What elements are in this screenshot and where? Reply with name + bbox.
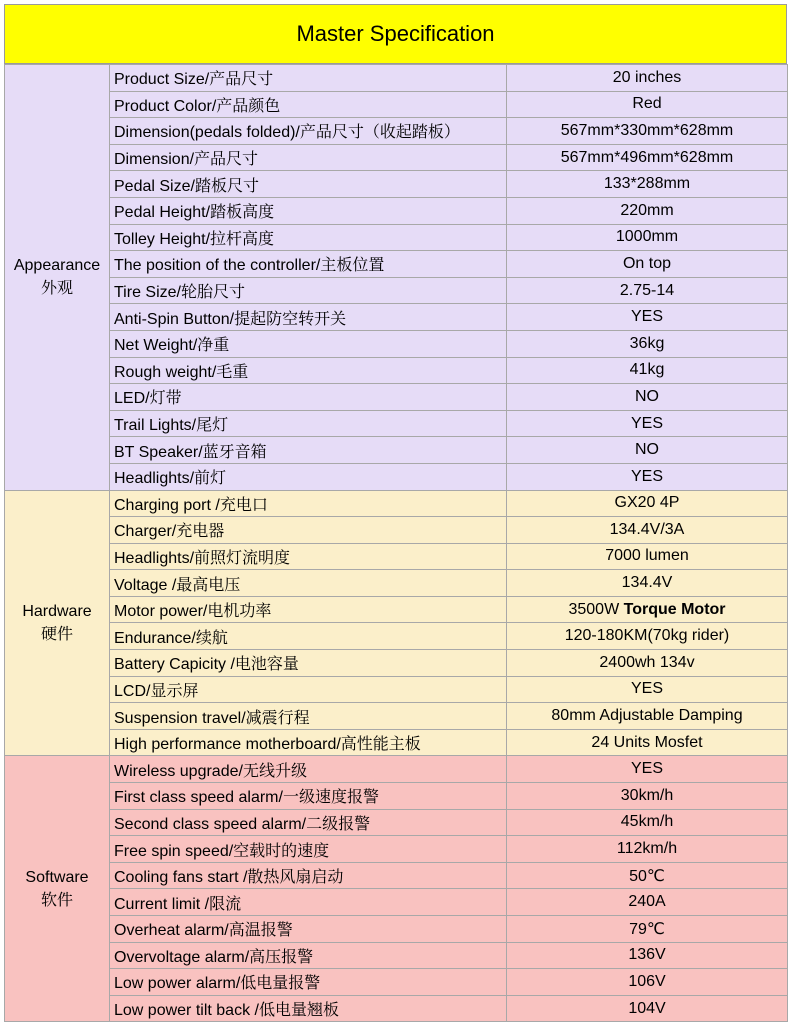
spec-value [507,729,788,756]
spec-label: Pedal Height/踏板高度 [110,197,507,224]
spec-value [507,91,788,118]
spec-value [507,570,788,597]
section-name-en: Software [25,868,89,886]
spec-value [507,65,788,92]
spec-label: Battery Capicity /电池容量 [110,650,507,677]
spec-label: Headlights/前灯 [110,463,507,490]
spec-value [507,330,788,357]
spec-value-text: 104V [628,999,666,1017]
spec-row [5,144,788,171]
spec-value-text: 240A [628,893,666,911]
spec-row [5,676,788,703]
spec-value [507,304,788,331]
spec-label: Overvoltage alarm/高压报警 [110,942,507,969]
spec-row [5,65,788,92]
spec-value [507,836,788,863]
spec-value [507,995,788,1022]
spec-row [5,517,788,544]
spec-value-text: 30km/h [620,786,674,804]
spec-row [5,862,788,889]
spec-row [5,330,788,357]
spec-label: The position of the controller/主板位置 [110,251,507,278]
spec-label: Low power alarm/低电量报警 [110,969,507,996]
spec-label: Free spin speed/空载时的速度 [110,836,507,863]
spec-value-text: 2400wh 134v [599,653,695,671]
spec-value-text: 220mm [620,201,674,219]
spec-label: BT Speaker/蓝牙音箱 [110,437,507,464]
spec-value-text: 80mm Adjustable Damping [551,707,743,725]
spec-value-text: 136V [628,946,666,964]
spec-value [507,144,788,171]
spec-value-text: 50℃ [629,867,665,885]
spec-row [5,463,788,490]
spec-label: Product Color/产品颜色 [110,91,507,118]
spec-label: Wireless upgrade/无线升级 [110,756,507,783]
spec-value [507,703,788,730]
spec-value [507,463,788,490]
spec-value [507,889,788,916]
spec-row [5,251,788,278]
spec-value-text: Red [632,95,662,113]
spec-value [507,543,788,570]
spec-row [5,384,788,411]
spec-value-text: YES [630,308,663,326]
spec-value [507,277,788,304]
spec-row [5,836,788,863]
spec-value-text: 1000mm [615,228,679,246]
spec-value [507,596,788,623]
spec-value-text: YES [630,760,663,778]
spec-row [5,437,788,464]
spec-value [507,862,788,889]
spec-value-text: 567mm*496mm*628mm [560,148,734,166]
spec-value [507,783,788,810]
spec-value-text: 41kg [629,361,665,379]
spec-label: Trail Lights/尾灯 [110,410,507,437]
spec-row [5,889,788,916]
spec-row [5,623,788,650]
spec-value-text: YES [630,680,663,698]
spec-value-text: 133*288mm [603,175,691,193]
section-label-appearance [5,65,110,491]
spec-value-text: 7000 lumen [605,547,689,565]
spec-value-text: 134.4V/3A [609,520,685,538]
spec-label: Voltage /最高电压 [110,570,507,597]
section-name-cn: 硬件 [40,625,73,643]
spec-value-text: On top [622,254,672,272]
spec-value [507,384,788,411]
spec-row [5,729,788,756]
section-name-cn: 外观 [40,280,73,298]
spec-row [5,916,788,943]
spec-row [5,304,788,331]
spec-label: LCD/显示屏 [110,676,507,703]
spec-value-text: 112km/h [616,840,678,858]
spec-label: Suspension travel/减震行程 [110,703,507,730]
spec-row [5,277,788,304]
spec-label: Dimension(pedals folded)/产品尺寸（收起踏板） [110,118,507,145]
spec-row [5,783,788,810]
spec-row [5,809,788,836]
spec-label: Tolley Height/拉杆高度 [110,224,507,251]
spec-label: Charging port /充电口 [110,490,507,517]
spec-value-text: YES [630,467,663,485]
spec-value [507,197,788,224]
spec-label: Second class speed alarm/二级报警 [110,809,507,836]
spec-value [507,437,788,464]
section-label-software [5,756,110,1022]
spec-row [5,197,788,224]
spec-label: High performance motherboard/高性能主板 [110,729,507,756]
spec-row [5,942,788,969]
spec-value [507,171,788,198]
spec-value-text: 36kg [629,334,665,352]
page-title: Master Specification [4,4,787,64]
spec-value [507,942,788,969]
spec-label: Motor power/电机功率 [110,596,507,623]
spec-row [5,91,788,118]
spec-row [5,224,788,251]
spec-row [5,969,788,996]
spec-row [5,995,788,1022]
spec-label: Overheat alarm/高温报警 [110,916,507,943]
spec-label: Current limit /限流 [110,889,507,916]
spec-label: Pedal Size/踏板尺寸 [110,171,507,198]
spec-label: Endurance/续航 [110,623,507,650]
spec-value [507,224,788,251]
spec-value-text: 120-180KM(70kg rider) [564,627,730,645]
spec-value [507,650,788,677]
spec-row [5,118,788,145]
spec-value-text: 45km/h [620,813,674,831]
spec-row [5,171,788,198]
section-name-en: Appearance [13,257,101,275]
spec-row [5,756,788,783]
spec-table [4,64,788,1022]
spec-value [507,357,788,384]
spec-value-text: 567mm*330mm*628mm [560,121,734,139]
spec-label: Net Weight/净重 [110,330,507,357]
spec-row [5,410,788,437]
spec-value-text: 20 inches [612,68,682,86]
spec-sheet [4,4,787,1022]
spec-label: Rough weight/毛重 [110,357,507,384]
spec-value-text: NO [635,441,659,459]
spec-row [5,357,788,384]
spec-value [507,490,788,517]
spec-row [5,703,788,730]
spec-row [5,596,788,623]
section-name-en: Hardware [22,602,92,620]
spec-value [507,676,788,703]
spec-value-text: YES [630,414,663,432]
spec-value [507,756,788,783]
spec-value [507,916,788,943]
spec-value [507,809,788,836]
spec-label: LED/灯带 [110,384,507,411]
spec-label: Cooling fans start /散热风扇启动 [110,862,507,889]
spec-label: First class speed alarm/一级速度报警 [110,783,507,810]
section-label-hardware [5,490,110,756]
spec-label: Product Size/产品尺寸 [110,65,507,92]
spec-row [5,570,788,597]
spec-row [5,650,788,677]
spec-value-text: GX20 4P [614,494,680,512]
spec-value-text: 79℃ [629,920,665,938]
spec-value [507,623,788,650]
spec-label: Low power tilt back /低电量翘板 [110,995,507,1022]
spec-label: Tire Size/轮胎尺寸 [110,277,507,304]
spec-value [507,517,788,544]
spec-value [507,969,788,996]
spec-row [5,490,788,517]
spec-value-text: 24 Units Mosfet [591,733,703,751]
spec-value-text: 2.75-14 [619,281,675,299]
spec-value [507,410,788,437]
spec-label: Charger/充电器 [110,517,507,544]
spec-value-text: 134.4V [621,574,673,592]
spec-value-text: 106V [628,972,666,990]
section-name-cn: 软件 [40,891,73,909]
spec-label: Headlights/前照灯流明度 [110,543,507,570]
spec-row [5,543,788,570]
spec-value-text: 3500W [568,600,620,618]
spec-value-bold: Torque Motor [623,600,726,618]
spec-value-text: NO [635,387,659,405]
spec-label: Anti-Spin Button/提起防空转开关 [110,304,507,331]
spec-value [507,118,788,145]
spec-label: Dimension/产品尺寸 [110,144,507,171]
spec-value [507,251,788,278]
